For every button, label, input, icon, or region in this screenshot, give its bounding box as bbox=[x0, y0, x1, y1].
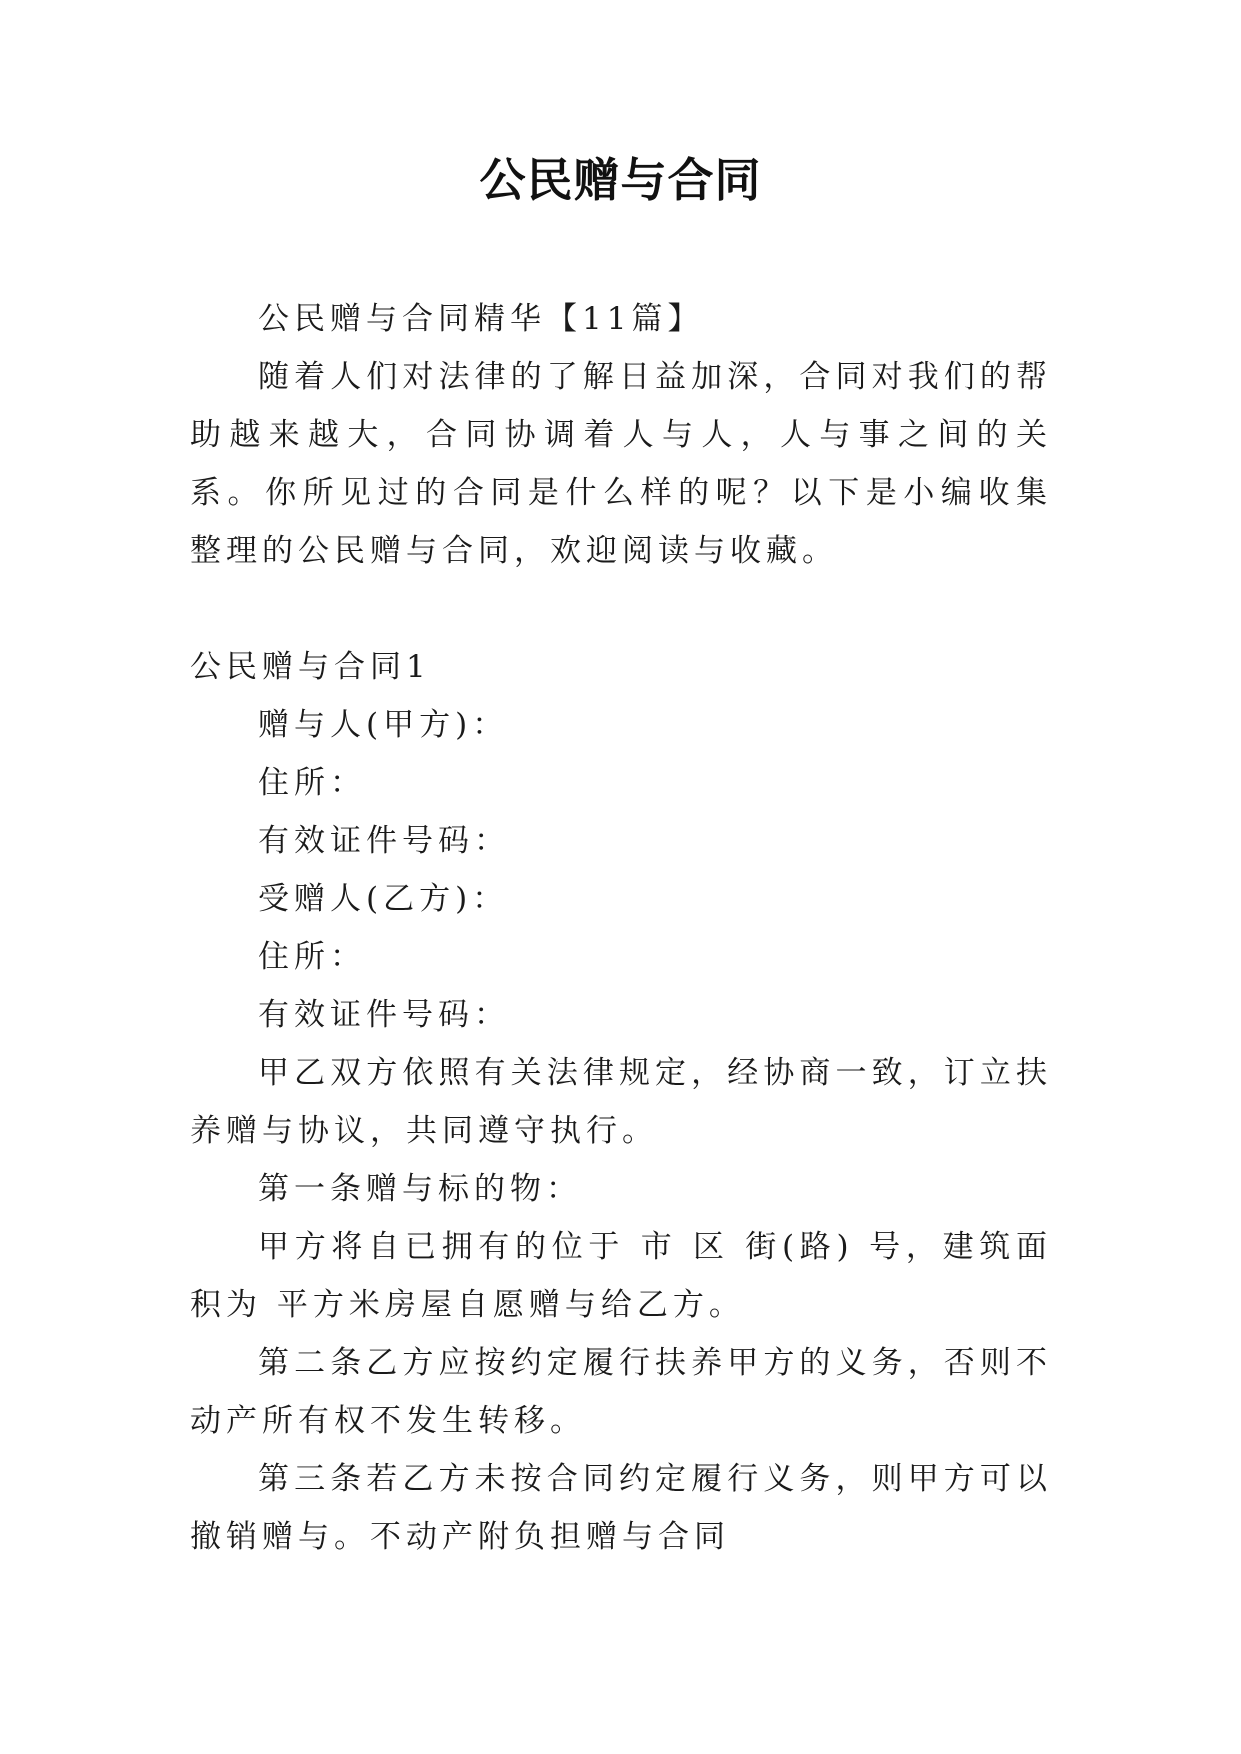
donee-address-field: 住所： bbox=[258, 939, 366, 975]
donor-address-field: 住所： bbox=[258, 765, 366, 801]
donor-field: 赠与人(甲方)： bbox=[258, 707, 509, 743]
document-title: 公民赠与合同 bbox=[479, 153, 762, 207]
article-1-title: 第一条赠与标的物： bbox=[258, 1171, 582, 1207]
article-3: 第三条若乙方未按合同约定履行义务，则甲方可以撤销赠与。不动产附负担赠与合同 bbox=[190, 1461, 1052, 1555]
document-body bbox=[190, 290, 1052, 1566]
donor-id-field: 有效证件号码： bbox=[258, 823, 510, 859]
article-1-body: 甲方将自已拥有的位于 市 区 街(路) 号，建筑面积为 平方米房屋自愿赠与给乙方。 bbox=[190, 1229, 1052, 1323]
intro-paragraph: 随着人们对法律的了解日益加深，合同对我们的帮助越来越大，合同协调着人与人，人与事之间的关系。你所见过的合同是什么样的呢？以下是小编收集整理的公民赠与合同，欢迎阅读与收藏。 bbox=[190, 359, 1052, 569]
section-heading: 公民赠与合同1 bbox=[190, 649, 431, 685]
donee-id-field: 有效证件号码： bbox=[258, 997, 510, 1033]
paragraph-spacer bbox=[190, 580, 1052, 638]
article-2: 第二条乙方应按约定履行扶养甲方的义务，否则不动产所有权不发生转移。 bbox=[190, 1345, 1052, 1439]
donee-field: 受赠人(乙方)： bbox=[258, 881, 509, 917]
subtitle: 公民赠与合同精华【11篇】 bbox=[258, 301, 704, 337]
agreement-intro: 甲乙双方依照有关法律规定，经协商一致，订立扶养赠与协议，共同遵守执行。 bbox=[190, 1055, 1052, 1149]
